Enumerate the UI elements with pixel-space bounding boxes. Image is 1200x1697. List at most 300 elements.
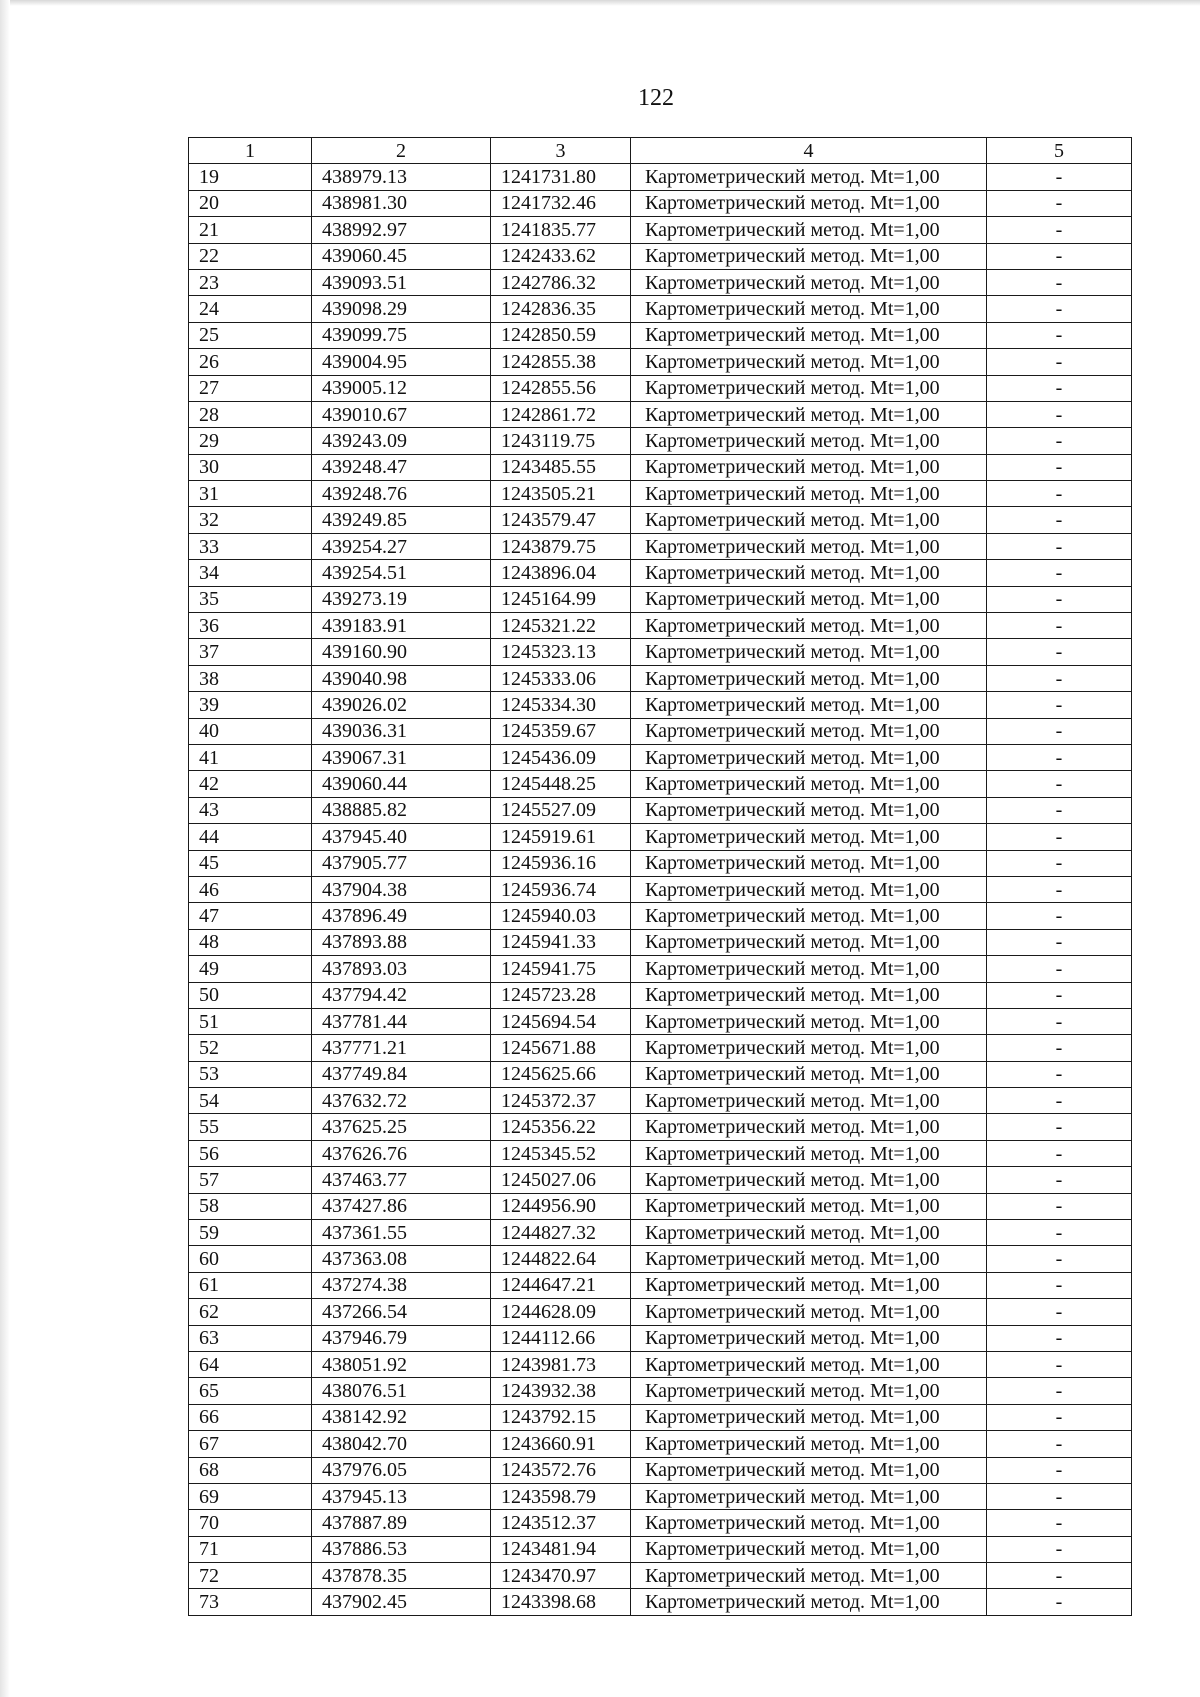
y-coordinate-cell: 1245359.67 — [491, 718, 631, 744]
method-cell: Картометрический метод. Mt=1,00 — [631, 1008, 987, 1034]
y-coordinate-cell: 1243398.68 — [491, 1589, 631, 1615]
method-cell: Картометрический метод. Mt=1,00 — [631, 243, 987, 269]
table-row — [189, 454, 1132, 480]
x-coordinate-cell: 437274.38 — [312, 1272, 491, 1298]
x-coordinate-cell: 437945.40 — [312, 824, 491, 850]
table-row — [189, 1272, 1132, 1298]
point-number-cell: 55 — [189, 1114, 312, 1140]
table-row — [189, 797, 1132, 823]
table-header — [189, 138, 1132, 164]
table-row — [189, 243, 1132, 269]
y-coordinate-cell: 1244112.66 — [491, 1325, 631, 1351]
x-coordinate-cell: 439273.19 — [312, 586, 491, 612]
y-coordinate-cell: 1244647.21 — [491, 1272, 631, 1298]
note-cell: - — [987, 1351, 1132, 1377]
table-row — [189, 1431, 1132, 1457]
method-cell: Картометрический метод. Mt=1,00 — [631, 533, 987, 559]
y-coordinate-cell: 1243896.04 — [491, 560, 631, 586]
note-cell: - — [987, 613, 1132, 639]
note-cell: - — [987, 956, 1132, 982]
y-coordinate-cell: 1245941.33 — [491, 929, 631, 955]
y-coordinate-cell: 1245527.09 — [491, 797, 631, 823]
note-cell: - — [987, 1483, 1132, 1509]
x-coordinate-cell: 437427.86 — [312, 1193, 491, 1219]
x-coordinate-cell: 439183.91 — [312, 613, 491, 639]
point-number-cell: 40 — [189, 718, 312, 744]
x-coordinate-cell: 439004.95 — [312, 349, 491, 375]
x-coordinate-cell: 437905.77 — [312, 850, 491, 876]
x-coordinate-cell: 437893.88 — [312, 929, 491, 955]
y-coordinate-cell: 1243932.38 — [491, 1378, 631, 1404]
table-row — [189, 1061, 1132, 1087]
note-cell: - — [987, 190, 1132, 216]
table-row — [189, 850, 1132, 876]
note-cell: - — [987, 797, 1132, 823]
y-coordinate-cell: 1245940.03 — [491, 903, 631, 929]
scan-edge-top — [0, 0, 1200, 6]
method-cell: Картометрический метод. Mt=1,00 — [631, 718, 987, 744]
method-cell: Картометрический метод. Mt=1,00 — [631, 217, 987, 243]
method-cell: Картометрический метод. Mt=1,00 — [631, 454, 987, 480]
x-coordinate-cell: 439036.31 — [312, 718, 491, 744]
table-row — [189, 1167, 1132, 1193]
method-cell: Картометрический метод. Mt=1,00 — [631, 1272, 987, 1298]
y-coordinate-cell: 1243598.79 — [491, 1483, 631, 1509]
x-coordinate-cell: 437893.03 — [312, 956, 491, 982]
y-coordinate-cell: 1243879.75 — [491, 533, 631, 559]
table-row — [189, 1378, 1132, 1404]
y-coordinate-cell: 1242786.32 — [491, 269, 631, 295]
x-coordinate-cell: 437902.45 — [312, 1589, 491, 1615]
x-coordinate-cell: 439040.98 — [312, 665, 491, 691]
note-cell: - — [987, 164, 1132, 190]
note-cell: - — [987, 401, 1132, 427]
x-coordinate-cell: 438142.92 — [312, 1404, 491, 1430]
x-coordinate-cell: 437946.79 — [312, 1325, 491, 1351]
method-cell: Картометрический метод. Mt=1,00 — [631, 956, 987, 982]
y-coordinate-cell: 1241732.46 — [491, 190, 631, 216]
column-header-3: 3 — [491, 138, 631, 164]
method-cell: Картометрический метод. Mt=1,00 — [631, 375, 987, 401]
x-coordinate-cell: 439010.67 — [312, 401, 491, 427]
method-cell: Картометрический метод. Mt=1,00 — [631, 1483, 987, 1509]
note-cell: - — [987, 1536, 1132, 1562]
table-row — [189, 1325, 1132, 1351]
point-number-cell: 47 — [189, 903, 312, 929]
y-coordinate-cell: 1242855.56 — [491, 375, 631, 401]
y-coordinate-cell: 1242855.38 — [491, 349, 631, 375]
table-row — [189, 296, 1132, 322]
point-number-cell: 31 — [189, 481, 312, 507]
x-coordinate-cell: 438051.92 — [312, 1351, 491, 1377]
table-row — [189, 956, 1132, 982]
note-cell: - — [987, 507, 1132, 533]
table-row — [189, 1114, 1132, 1140]
table-row — [189, 1510, 1132, 1536]
table-row — [189, 1589, 1132, 1615]
table-row — [189, 1035, 1132, 1061]
point-number-cell: 63 — [189, 1325, 312, 1351]
method-cell: Картометрический метод. Mt=1,00 — [631, 1510, 987, 1536]
method-cell: Картометрический метод. Mt=1,00 — [631, 1325, 987, 1351]
y-coordinate-cell: 1245436.09 — [491, 744, 631, 770]
x-coordinate-cell: 439243.09 — [312, 428, 491, 454]
point-number-cell: 70 — [189, 1510, 312, 1536]
note-cell: - — [987, 1589, 1132, 1615]
y-coordinate-cell: 1245164.99 — [491, 586, 631, 612]
method-cell: Картометрический метод. Mt=1,00 — [631, 929, 987, 955]
note-cell: - — [987, 718, 1132, 744]
x-coordinate-cell: 437887.89 — [312, 1510, 491, 1536]
note-cell: - — [987, 1061, 1132, 1087]
method-cell: Картометрический метод. Mt=1,00 — [631, 1114, 987, 1140]
y-coordinate-cell: 1244822.64 — [491, 1246, 631, 1272]
method-cell: Картометрический метод. Mt=1,00 — [631, 850, 987, 876]
point-number-cell: 46 — [189, 876, 312, 902]
x-coordinate-cell: 437626.76 — [312, 1140, 491, 1166]
note-cell: - — [987, 1246, 1132, 1272]
method-cell: Картометрический метод. Mt=1,00 — [631, 665, 987, 691]
x-coordinate-cell: 437904.38 — [312, 876, 491, 902]
note-cell: - — [987, 929, 1132, 955]
point-number-cell: 36 — [189, 613, 312, 639]
y-coordinate-cell: 1245334.30 — [491, 692, 631, 718]
method-cell: Картометрический метод. Mt=1,00 — [631, 744, 987, 770]
y-coordinate-cell: 1241731.80 — [491, 164, 631, 190]
table-row — [189, 586, 1132, 612]
table-row — [189, 1299, 1132, 1325]
method-cell: Картометрический метод. Mt=1,00 — [631, 639, 987, 665]
method-cell: Картометрический метод. Mt=1,00 — [631, 190, 987, 216]
note-cell: - — [987, 1457, 1132, 1483]
note-cell: - — [987, 560, 1132, 586]
y-coordinate-cell: 1245694.54 — [491, 1008, 631, 1034]
table-row — [189, 665, 1132, 691]
method-cell: Картометрический метод. Mt=1,00 — [631, 1140, 987, 1166]
point-number-cell: 66 — [189, 1404, 312, 1430]
point-number-cell: 68 — [189, 1457, 312, 1483]
column-header-4: 4 — [631, 138, 987, 164]
y-coordinate-cell: 1245372.37 — [491, 1088, 631, 1114]
y-coordinate-cell: 1243512.37 — [491, 1510, 631, 1536]
y-coordinate-cell: 1245941.75 — [491, 956, 631, 982]
x-coordinate-cell: 437896.49 — [312, 903, 491, 929]
x-coordinate-cell: 437625.25 — [312, 1114, 491, 1140]
y-coordinate-cell: 1245356.22 — [491, 1114, 631, 1140]
note-cell: - — [987, 1325, 1132, 1351]
table-row — [189, 1246, 1132, 1272]
note-cell: - — [987, 850, 1132, 876]
point-number-cell: 60 — [189, 1246, 312, 1272]
table-row — [189, 375, 1132, 401]
point-number-cell: 62 — [189, 1299, 312, 1325]
table-row — [189, 217, 1132, 243]
x-coordinate-cell: 439060.44 — [312, 771, 491, 797]
point-number-cell: 22 — [189, 243, 312, 269]
y-coordinate-cell: 1245321.22 — [491, 613, 631, 639]
y-coordinate-cell: 1243660.91 — [491, 1431, 631, 1457]
table-row — [189, 982, 1132, 1008]
point-number-cell: 67 — [189, 1431, 312, 1457]
table-row — [189, 744, 1132, 770]
table-row — [189, 1088, 1132, 1114]
x-coordinate-cell: 439005.12 — [312, 375, 491, 401]
x-coordinate-cell: 439254.51 — [312, 560, 491, 586]
point-number-cell: 64 — [189, 1351, 312, 1377]
table-row — [189, 718, 1132, 744]
table-row — [189, 349, 1132, 375]
method-cell: Картометрический метод. Mt=1,00 — [631, 1220, 987, 1246]
method-cell: Картометрический метод. Mt=1,00 — [631, 1378, 987, 1404]
x-coordinate-cell: 438076.51 — [312, 1378, 491, 1404]
note-cell: - — [987, 1140, 1132, 1166]
note-cell: - — [987, 903, 1132, 929]
note-cell: - — [987, 639, 1132, 665]
point-number-cell: 56 — [189, 1140, 312, 1166]
table-row — [189, 613, 1132, 639]
note-cell: - — [987, 296, 1132, 322]
x-coordinate-cell: 439098.29 — [312, 296, 491, 322]
point-number-cell: 52 — [189, 1035, 312, 1061]
note-cell: - — [987, 217, 1132, 243]
table-row — [189, 190, 1132, 216]
point-number-cell: 69 — [189, 1483, 312, 1509]
table-row — [189, 1483, 1132, 1509]
note-cell: - — [987, 824, 1132, 850]
point-number-cell: 49 — [189, 956, 312, 982]
table-row — [189, 1193, 1132, 1219]
method-cell: Картометрический метод. Mt=1,00 — [631, 296, 987, 322]
table-row — [189, 401, 1132, 427]
point-number-cell: 48 — [189, 929, 312, 955]
point-number-cell: 30 — [189, 454, 312, 480]
method-cell: Картометрический метод. Mt=1,00 — [631, 269, 987, 295]
table-row — [189, 269, 1132, 295]
table-row — [189, 164, 1132, 190]
x-coordinate-cell: 437945.13 — [312, 1483, 491, 1509]
table-row — [189, 692, 1132, 718]
table-row — [189, 1457, 1132, 1483]
x-coordinate-cell: 439099.75 — [312, 322, 491, 348]
point-number-cell: 71 — [189, 1536, 312, 1562]
point-number-cell: 57 — [189, 1167, 312, 1193]
method-cell: Картометрический метод. Mt=1,00 — [631, 1193, 987, 1219]
note-cell: - — [987, 269, 1132, 295]
table-row — [189, 1536, 1132, 1562]
method-cell: Картометрический метод. Mt=1,00 — [631, 1299, 987, 1325]
y-coordinate-cell: 1242836.35 — [491, 296, 631, 322]
method-cell: Картометрический метод. Mt=1,00 — [631, 1246, 987, 1272]
table-row — [189, 481, 1132, 507]
point-number-cell: 41 — [189, 744, 312, 770]
table-row — [189, 1351, 1132, 1377]
note-cell: - — [987, 349, 1132, 375]
point-number-cell: 33 — [189, 533, 312, 559]
method-cell: Картометрический метод. Mt=1,00 — [631, 613, 987, 639]
table-row — [189, 1404, 1132, 1430]
point-number-cell: 21 — [189, 217, 312, 243]
x-coordinate-cell: 437781.44 — [312, 1008, 491, 1034]
x-coordinate-cell: 437886.53 — [312, 1536, 491, 1562]
method-cell: Картометрический метод. Mt=1,00 — [631, 1061, 987, 1087]
point-number-cell: 72 — [189, 1563, 312, 1589]
point-number-cell: 53 — [189, 1061, 312, 1087]
point-number-cell: 20 — [189, 190, 312, 216]
method-cell: Картометрический метод. Mt=1,00 — [631, 560, 987, 586]
y-coordinate-cell: 1243470.97 — [491, 1563, 631, 1589]
y-coordinate-cell: 1245345.52 — [491, 1140, 631, 1166]
method-cell: Картометрический метод. Mt=1,00 — [631, 982, 987, 1008]
page-number: 122 — [638, 85, 674, 111]
note-cell: - — [987, 1167, 1132, 1193]
point-number-cell: 59 — [189, 1220, 312, 1246]
method-cell: Картометрический метод. Mt=1,00 — [631, 481, 987, 507]
method-cell: Картометрический метод. Mt=1,00 — [631, 507, 987, 533]
x-coordinate-cell: 439093.51 — [312, 269, 491, 295]
note-cell: - — [987, 1272, 1132, 1298]
x-coordinate-cell: 437266.54 — [312, 1299, 491, 1325]
method-cell: Картометрический метод. Mt=1,00 — [631, 586, 987, 612]
y-coordinate-cell: 1243981.73 — [491, 1351, 631, 1377]
method-cell: Картометрический метод. Mt=1,00 — [631, 1457, 987, 1483]
y-coordinate-cell: 1243572.76 — [491, 1457, 631, 1483]
point-number-cell: 61 — [189, 1272, 312, 1298]
y-coordinate-cell: 1245919.61 — [491, 824, 631, 850]
note-cell: - — [987, 876, 1132, 902]
table-row — [189, 876, 1132, 902]
x-coordinate-cell: 438885.82 — [312, 797, 491, 823]
note-cell: - — [987, 454, 1132, 480]
x-coordinate-cell: 439060.45 — [312, 243, 491, 269]
x-coordinate-cell: 439067.31 — [312, 744, 491, 770]
note-cell: - — [987, 243, 1132, 269]
x-coordinate-cell: 438979.13 — [312, 164, 491, 190]
x-coordinate-cell: 439248.47 — [312, 454, 491, 480]
table-row — [189, 560, 1132, 586]
method-cell: Картометрический метод. Mt=1,00 — [631, 428, 987, 454]
x-coordinate-cell: 437361.55 — [312, 1220, 491, 1246]
point-number-cell: 25 — [189, 322, 312, 348]
x-coordinate-cell: 437878.35 — [312, 1563, 491, 1589]
note-cell: - — [987, 533, 1132, 559]
x-coordinate-cell: 439249.85 — [312, 507, 491, 533]
point-number-cell: 37 — [189, 639, 312, 665]
note-cell: - — [987, 1431, 1132, 1457]
x-coordinate-cell: 439026.02 — [312, 692, 491, 718]
x-coordinate-cell: 439160.90 — [312, 639, 491, 665]
note-cell: - — [987, 1563, 1132, 1589]
note-cell: - — [987, 771, 1132, 797]
method-cell: Картометрический метод. Mt=1,00 — [631, 824, 987, 850]
x-coordinate-cell: 437794.42 — [312, 982, 491, 1008]
note-cell: - — [987, 586, 1132, 612]
table-row — [189, 824, 1132, 850]
method-cell: Картометрический метод. Mt=1,00 — [631, 903, 987, 929]
y-coordinate-cell: 1243505.21 — [491, 481, 631, 507]
table-row — [189, 1008, 1132, 1034]
note-cell: - — [987, 375, 1132, 401]
note-cell: - — [987, 692, 1132, 718]
point-number-cell: 43 — [189, 797, 312, 823]
method-cell: Картометрический метод. Mt=1,00 — [631, 1167, 987, 1193]
y-coordinate-cell: 1243579.47 — [491, 507, 631, 533]
point-number-cell: 27 — [189, 375, 312, 401]
point-number-cell: 26 — [189, 349, 312, 375]
note-cell: - — [987, 744, 1132, 770]
y-coordinate-cell: 1243792.15 — [491, 1404, 631, 1430]
method-cell: Картометрический метод. Mt=1,00 — [631, 401, 987, 427]
y-coordinate-cell: 1243485.55 — [491, 454, 631, 480]
y-coordinate-cell: 1244628.09 — [491, 1299, 631, 1325]
method-cell: Картометрический метод. Mt=1,00 — [631, 164, 987, 190]
x-coordinate-cell: 437976.05 — [312, 1457, 491, 1483]
point-number-cell: 23 — [189, 269, 312, 295]
note-cell: - — [987, 1035, 1132, 1061]
y-coordinate-cell: 1242861.72 — [491, 401, 631, 427]
table-row — [189, 507, 1132, 533]
y-coordinate-cell: 1245027.06 — [491, 1167, 631, 1193]
y-coordinate-cell: 1245723.28 — [491, 982, 631, 1008]
y-coordinate-cell: 1245323.13 — [491, 639, 631, 665]
method-cell: Картометрический метод. Mt=1,00 — [631, 1088, 987, 1114]
y-coordinate-cell: 1245671.88 — [491, 1035, 631, 1061]
point-number-cell: 44 — [189, 824, 312, 850]
method-cell: Картометрический метод. Mt=1,00 — [631, 1536, 987, 1562]
note-cell: - — [987, 1008, 1132, 1034]
x-coordinate-cell: 438981.30 — [312, 190, 491, 216]
point-number-cell: 39 — [189, 692, 312, 718]
table-row — [189, 533, 1132, 559]
note-cell: - — [987, 1114, 1132, 1140]
point-number-cell: 54 — [189, 1088, 312, 1114]
note-cell: - — [987, 1404, 1132, 1430]
point-number-cell: 51 — [189, 1008, 312, 1034]
point-number-cell: 38 — [189, 665, 312, 691]
note-cell: - — [987, 1220, 1132, 1246]
table-row — [189, 1563, 1132, 1589]
column-header-1: 1 — [189, 138, 312, 164]
method-cell: Картометрический метод. Mt=1,00 — [631, 1431, 987, 1457]
point-number-cell: 29 — [189, 428, 312, 454]
y-coordinate-cell: 1245936.74 — [491, 876, 631, 902]
column-header-2: 2 — [312, 138, 491, 164]
method-cell: Картометрический метод. Mt=1,00 — [631, 876, 987, 902]
y-coordinate-cell: 1242433.62 — [491, 243, 631, 269]
coordinates-table — [188, 137, 1132, 1616]
method-cell: Картометрический метод. Mt=1,00 — [631, 349, 987, 375]
y-coordinate-cell: 1242850.59 — [491, 322, 631, 348]
y-coordinate-cell: 1243481.94 — [491, 1536, 631, 1562]
scan-edge-left — [0, 0, 10, 1697]
x-coordinate-cell: 438992.97 — [312, 217, 491, 243]
point-number-cell: 45 — [189, 850, 312, 876]
table-body — [189, 164, 1132, 1615]
note-cell: - — [987, 481, 1132, 507]
note-cell: - — [987, 1510, 1132, 1536]
y-coordinate-cell: 1245448.25 — [491, 771, 631, 797]
point-number-cell: 65 — [189, 1378, 312, 1404]
note-cell: - — [987, 1193, 1132, 1219]
method-cell: Картометрический метод. Mt=1,00 — [631, 771, 987, 797]
note-cell: - — [987, 428, 1132, 454]
note-cell: - — [987, 982, 1132, 1008]
method-cell: Картометрический метод. Mt=1,00 — [631, 1589, 987, 1615]
table-row — [189, 1140, 1132, 1166]
x-coordinate-cell: 437632.72 — [312, 1088, 491, 1114]
x-coordinate-cell: 437363.08 — [312, 1246, 491, 1272]
y-coordinate-cell: 1243119.75 — [491, 428, 631, 454]
method-cell: Картометрический метод. Mt=1,00 — [631, 1351, 987, 1377]
